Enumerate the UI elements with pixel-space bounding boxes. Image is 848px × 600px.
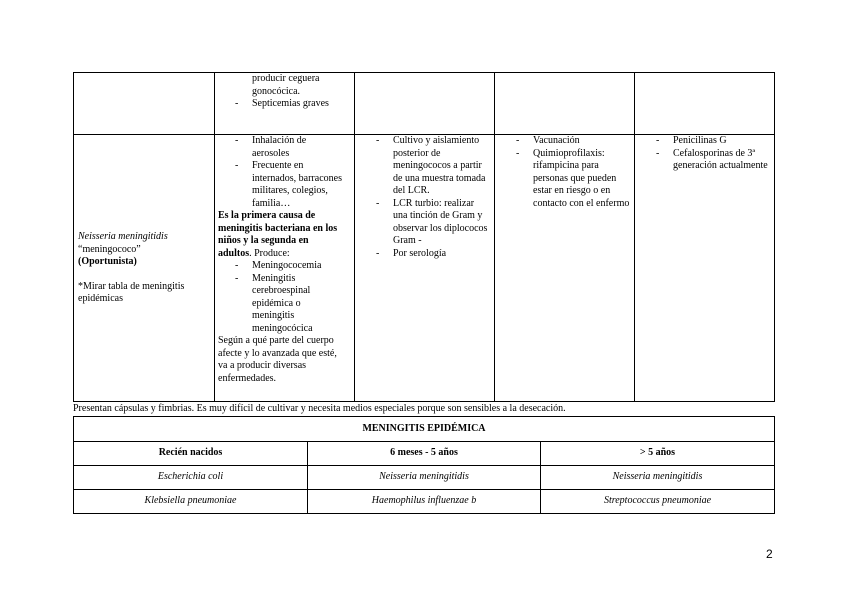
diagnosis-cell [355,135,495,402]
organism-type: (Oportunista) [78,256,137,268]
list-item: - Cultivo y aislamiento posterior de meningococos a partir de una muestra tomada del LCR. [359,135,490,198]
list-item: - Penicilinas G [639,135,772,148]
table-row [74,73,775,135]
epidemic-meningitis-table [73,416,775,514]
table-title: MENINGITIS EPIDÉMICA [74,417,775,442]
note-text: Presentan cápsulas y fimbrias. Es muy difícil de cultivar y necesita medios especiales porque son sensibles a la desecación. [73,403,566,414]
treatment-cell [635,135,775,402]
table-row [74,466,775,490]
table-cell: Streptococcus pneumoniae [541,490,775,514]
table-header-row [74,442,775,466]
table-row [74,490,775,514]
bullet-list [639,135,772,173]
table-cell [74,73,215,135]
organism-note: *Mirar tabla de meningitis epidémicas [78,280,185,305]
list-item: - Vacunación [499,135,630,148]
produce-label: . Produce: [249,247,290,259]
bullet-list [499,135,630,210]
list-item: - Quimioprofilaxis: rifampicina para personas que pueden estar en riesgo o en contacto con el enfermo [499,148,630,211]
organism-name: Neisseria meningitidis [78,231,168,243]
column-header: Recién nacidos [74,442,308,466]
list-item: - Meningitis cerebroespinal epidémica o meningitis meningocócica [218,273,344,336]
table-cell [495,73,635,135]
list-item-continued: producir ceguera gonocócica. [252,73,320,97]
bacteria-table [73,72,775,402]
table-cell: Haemophilus influenzae b [308,490,541,514]
table-cell: Neisseria meningitidis [308,466,541,490]
bold-statement: Es la primera causa de meningitis bacteriana en los niños y la segunda en adultos [218,210,338,259]
table-cell [635,73,775,135]
list-item: - LCR turbio: realizar una tinción de Gram y observar los diplococos Gram - [359,198,490,248]
table-cell: Klebsiella pneumoniae [74,490,308,514]
list-item: - Cefalosporinas de 3ª generación actualmente [639,148,772,173]
page-number: 2 [766,547,773,561]
organism-common-name: “meningococo” [78,243,141,255]
bullet-list [218,135,344,210]
list-item: - Por serología [359,248,490,261]
table-row [74,135,775,402]
footer-text: Según a qué parte del cuerpo afecte y lo avanzada que esté, va a producir diversas enfermedades. [218,335,337,384]
bullet-list [359,135,490,260]
bullet-list [218,73,344,111]
table-cell [215,73,355,135]
table-cell: Neisseria meningitidis [541,466,775,490]
table-cell: Escherichia coli [74,466,308,490]
list-item: - Septicemias graves [218,98,344,111]
transmission-cell [215,135,355,402]
column-header: 6 meses - 5 años [308,442,541,466]
organism-cell [74,135,215,402]
column-header: > 5 años [541,442,775,466]
table-title-row [74,417,775,442]
disease-summary [218,210,344,260]
table-cell [355,73,495,135]
list-item: - Meningococemia [218,260,344,273]
prevention-cell [495,135,635,402]
list-item: - Frecuente en internados, barracones militares, colegios, familia… [218,160,344,210]
bullet-list [218,260,344,335]
list-item: - Inhalación de aerosoles [218,135,344,160]
